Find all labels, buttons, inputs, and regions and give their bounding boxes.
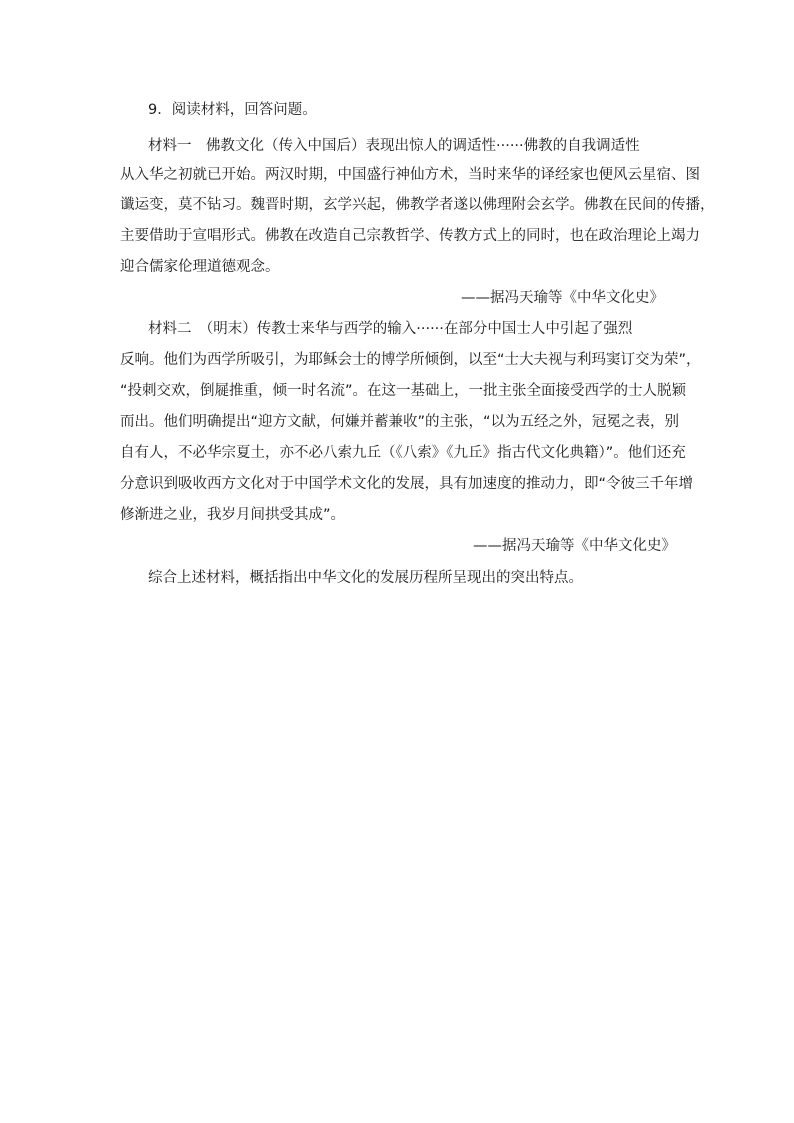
- material-one-line: 材料一 佛教文化（传入中国后）表现出惊人的调适性······佛教的自我调适性: [148, 138, 640, 154]
- material-two-line: “投刺交欢，倒屣推重，倾一时名流”。在这一基础上，一批主张全面接受西学的士人脱颖: [120, 383, 687, 399]
- material-two-line: 而出。他们明确提出“迎方文献，何嫌并蓄兼收”的主张，“以为五经之外，冠冕之表，别: [120, 414, 680, 430]
- material-two-line: 反响。他们为西学所吸引，为耶稣会士的博学所倾倒，以至“士大夫视与利玛窦订交为荣”，: [120, 352, 701, 368]
- question-title: 9．阅读材料，回答问题。: [148, 102, 317, 118]
- material-one-line: 迎合儒家伦理道德观念。: [120, 259, 280, 275]
- material-two-line: 自有人，不必华宗夏土，亦不必八索九丘（《八索》《九丘》指古代文化典籍）”。他们还充: [120, 445, 686, 461]
- material-two-line: 修渐进之业，我岁月间拱受其成”。: [120, 507, 346, 523]
- material-one-line: 谶运变，莫不钻习。魏晋时期，玄学兴起，佛教学者遂以佛理附会玄学。佛教在民间的传播，: [120, 197, 715, 213]
- material-two-source: ——据冯天瑜等《中华文化史》: [473, 538, 676, 554]
- material-one-line: 从入华之初就已开始。两汉时期，中国盛行神仙方术，当时来华的译经家也便风云星宿、图: [120, 167, 700, 183]
- material-two-line: 分意识到吸收西方文化对于中国学术文化的发展，具有加速度的推动力，即“令彼三千年增: [120, 476, 694, 492]
- material-one-source: ——据冯天瑜等《中华文化史》: [461, 290, 664, 306]
- material-two-line: 材料二 （明末）传教士来华与西学的输入······在部分中国士人中引起了强烈: [148, 321, 633, 337]
- question-prompt: 综合上述材料，概括指出中华文化的发展历程所呈现出的突出特点。: [148, 570, 583, 586]
- material-one-line: 主要借助于宣唱形式。佛教在改造自己宗教哲学、传教方式上的同时，也在政治理论上竭力: [120, 228, 700, 244]
